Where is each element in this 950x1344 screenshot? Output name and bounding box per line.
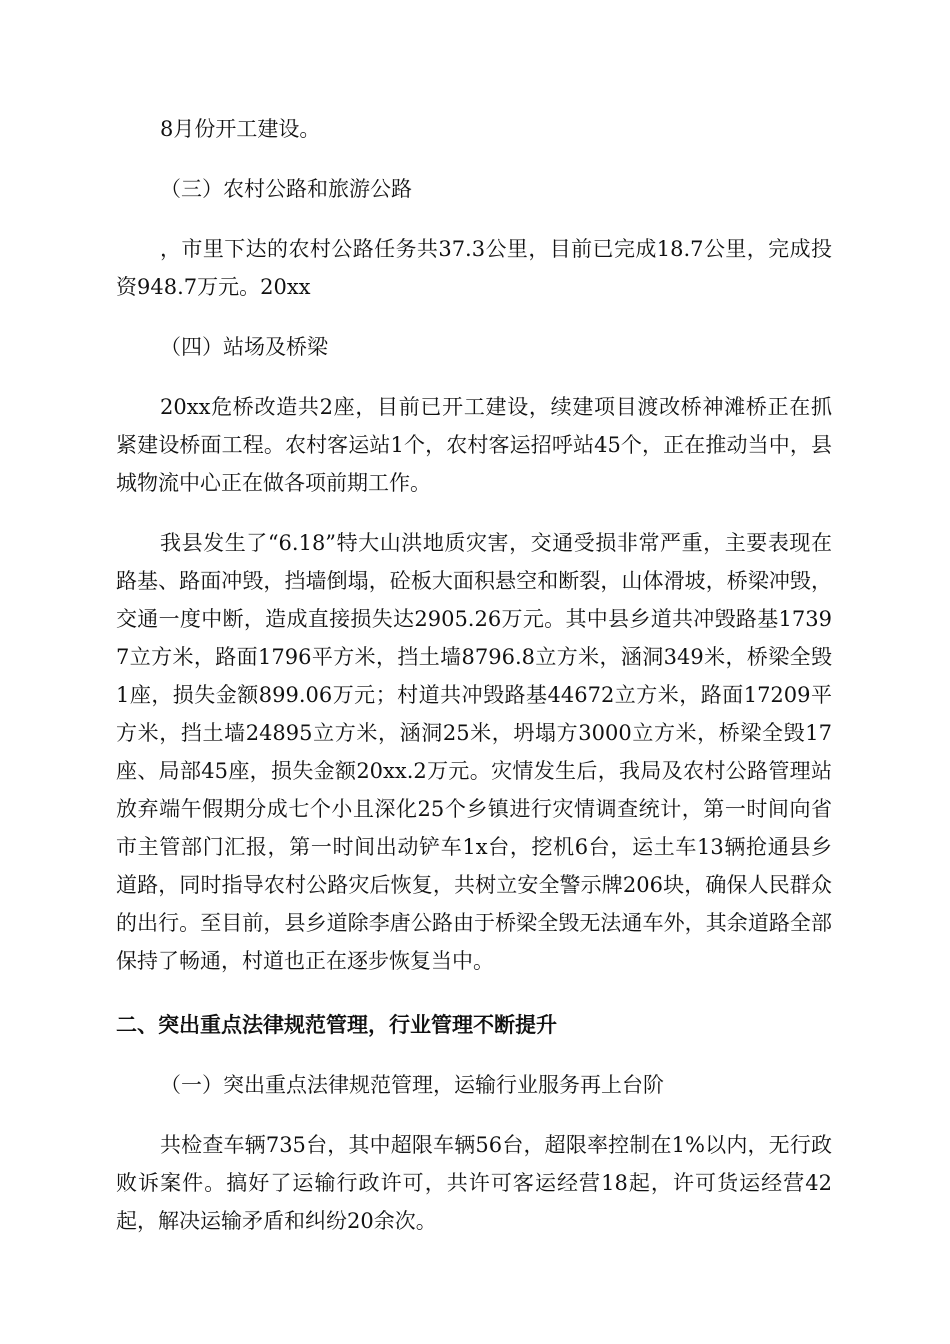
subheading-transport-service: （一）突出重点法律规范管理，运输行业服务再上台阶 [160,1073,664,1097]
paragraph-construction-start: 8月份开工建设。 [160,117,321,141]
paragraph-bridge-reconstruction: 20xx危桥改造共2座，目前已开工建设，续建项目渡改桥神滩桥正在抓紧建设桥面工程。农村客运站1个，农村客运招呼站45个，正在推动当中，县城物流中心正在做各项前期工作。 [116,395,832,495]
subheading-rural-tourism-roads: （三）农村公路和旅游公路 [160,177,412,201]
subheading-stations-bridges: （四）站场及桥梁 [160,335,328,359]
paragraph-rural-roads: ，市里下达的农村公路任务共37.3公里，目前已完成18.7公里，完成投资948.7万元。20xx [116,237,832,299]
paragraph-vehicle-inspection: 共检查车辆735台，其中超限车辆56台，超限率控制在1%以内，无行政败诉案件。搞好了运输行政许可，共许可客运经营18起，许可货运经营42起，解决运输矛盾和纠纷20余次。 [116,1133,832,1233]
section-heading-industry-management: 二、突出重点法律规范管理，行业管理不断提升 [116,1013,557,1037]
paragraph-flood-disaster: 我县发生了“6.18”特大山洪地质灾害，交通受损非常严重，主要表现在路基、路面冲毁，挡墙倒塌，砼板大面积悬空和断裂，山体滑坡，桥梁冲毁，交通一度中断，造成直接损失达2905.26万元。其中县乡道共冲毁路基17397立方米，路面1796平方米，挡土墙8796.8立方米，涵洞349米，桥梁全毁1座，损失金额899.06万元；村道共冲毁路基44672立方米，路面17209平方米，挡土墙24895立方米，涵洞25米，坍塌方3000立方米，桥梁全毁17座、局部45座，损失金额20xx.2万元。灾情发生后，我局及农村公路管理站放弃端午假期分成七个小且深化25个乡镇进行灾情调查统计，第一时间向省市主管部门汇报，第一时间出动铲车1x台，挖机6台，运土车13辆抢通县乡道路，同时指导农村公路灾后恢复，共树立安全警示牌206块，确保人民群众的出行。至目前，县乡道除李唐公路由于桥梁全毁无法通车外，其余道路全部保持了畅通，村道也正在逐步恢复当中。 [116,531,832,973]
document-page [116,110,832,1240]
